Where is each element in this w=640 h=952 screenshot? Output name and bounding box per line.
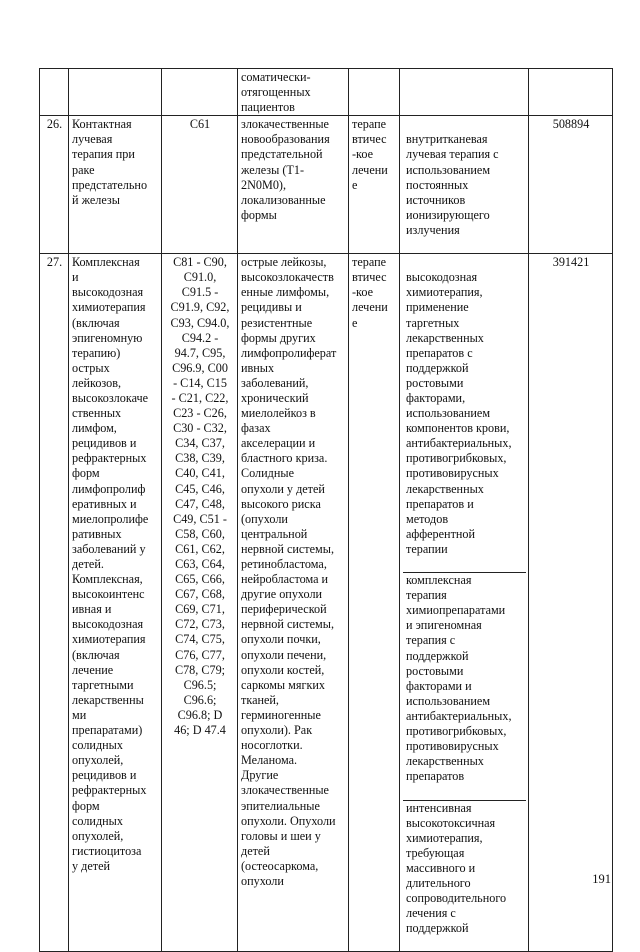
price-value: 508894 [529,116,613,254]
price-value [529,69,613,116]
treatment-method-item: высокодозная химиотерапия, применение таргетных лекарственных препаратов с поддержкой ростовыми факторами, использованием компонентов крови, антибактериальных, противогрибковых, противовирусных лекарственных препаратов и методов афферентной терапии [406,270,512,556]
table-row-continuation [40,69,613,116]
patient-model: злокачественные новообразования предстательной железы (T1- 2N0M0), локализованные формы [238,116,349,254]
treatment-method [400,69,529,116]
care-type [349,69,400,116]
service-name [69,69,162,116]
patient-model: соматически- отягощенных пациентов [238,69,349,116]
price-value: 391421 [529,254,613,952]
care-type: терапе втичес -кое лечени е [349,254,400,952]
row-number: 26. [40,116,69,254]
treatment-method [400,116,529,254]
treatment-method-item: внутритканевая лучевая терапия с использованием постоянных источников ионизирующего излучения [406,132,499,237]
service-name: Комплексная и высокодозная химиотерапия (включая эпигеномную терапию) острых лейкозов, высокозлокаче ственных лимфом, рецидивов и рефрактерных форм лимфопролиф еративных и миелопролифе ративных заболеваний у детей. Комплексная, высокоинтенс ивная и высокодозная химиотерапия (включая лечение таргетными лекарственны ми препаратами) солидных опухолей, рецидивов и рефрактерных форм солидных опухолей, гистиоцитоза у детей [69,254,162,952]
table-row-26 [40,116,613,254]
patient-model: острые лейкозы, высокозлокачеств енные лимфомы, рецидивы и резистентные формы других лимфопролиферат ивных заболеваний, хронический миелолейкоз в фазах акселерации и бластного криза. Солидные опухоли у детей высокого риска (опухоли центральной нервной системы, ретинобластома, нейробластома и другие опухоли периферической нервной системы, опухоли почки, опухоли печени, опухоли костей, саркомы мягких тканей, герминогенные опухоли). Рак носоглотки. Меланома. Другие злокачественные эпителиальные опухоли. Опухоли головы и шеи у детей (остеосаркома, опухоли [238,254,349,952]
table-row-27 [40,254,613,952]
diagnosis-codes: C81 - C90, C91.0, C91.5 - C91.9, C92, C93, C94.0, C94.2 - 94.7, C95, C96.9, C00 - C14, C15 - C21, C22, C23 - C26, C30 - C32, C34, C37, C38, C39, C40, C41, C45, C46, C47, C48, C49, C51 - C58, C60, C61, C62, C63, C64, C65, C66, C67, C68, C69, C71, C72, C73, C74, C75, C76, C77, C78, C79; C96.5; C96.6; C96.8; D 46; D 47.4 [162,254,238,952]
row-number: 27. [40,254,69,952]
service-name: Контактная лучевая терапия при раке предстательно й железы [69,116,162,254]
diagnosis-codes [162,69,238,116]
row-number [40,69,69,116]
diagnosis-codes: C61 [162,116,238,254]
treatment-method-item: интенсивная высокотоксичная химиотерапия, требующая массивного и длительного сопроводительного лечения с поддержкой [403,800,526,937]
treatment-method-item: комплексная терапия химиопрепаратами и эпигеномная терапия с поддержкой ростовыми факторами и использованием антибактериальных, противогрибковых, противовирусных лекарственных препаратов [403,572,526,784]
page-number: 191 [592,872,611,886]
medical-services-table [39,68,613,952]
care-type: терапе втичес -кое лечени е [349,116,400,254]
treatment-method [400,254,529,952]
